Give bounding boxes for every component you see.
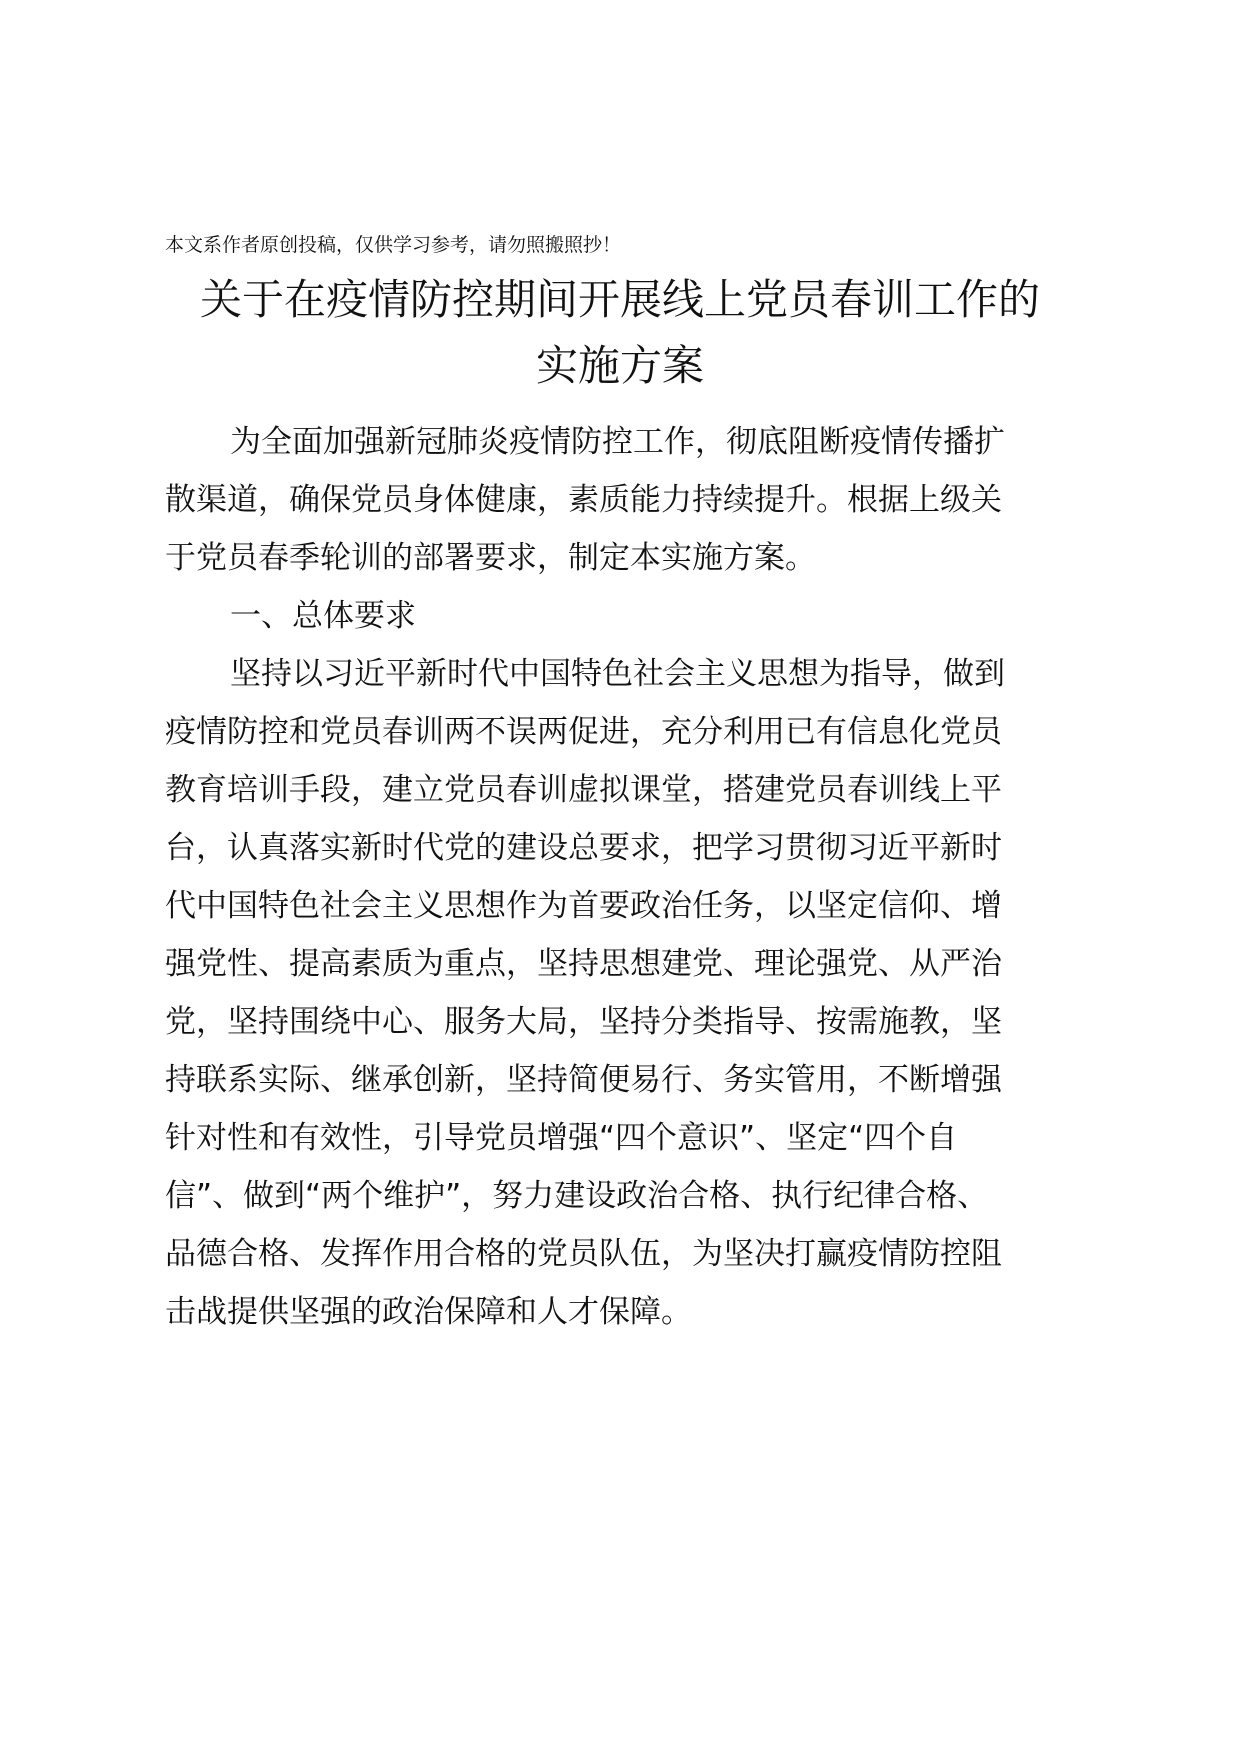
section-line-5: 代中国特色社会主义思想作为首要政治任务，以坚定信仰、增 bbox=[165, 888, 1002, 924]
section-line-9: 针对性和有效性，引导党员增强“四个意识”、坚定“四个自 bbox=[165, 1120, 958, 1156]
document-title-line-1: 关于在疫情防控期间开展线上党员春训工作的 bbox=[199, 275, 1040, 324]
section-line-12: 击战提供坚强的政治保障和人才保障。 bbox=[165, 1294, 692, 1330]
section-line-4: 台，认真落实新时代党的建设总要求，把学习贯彻习近平新时 bbox=[165, 830, 1002, 866]
intro-line-3: 于党员春季轮训的部署要求，制定本实施方案。 bbox=[165, 540, 816, 576]
section-heading: 一、总体要求 bbox=[230, 598, 416, 634]
section-line-11: 品德合格、发挥作用合格的党员队伍，为坚决打赢疫情防控阻 bbox=[165, 1236, 1002, 1272]
section-line-1: 坚持以习近平新时代中国特色社会主义思想为指导，做到 bbox=[230, 656, 1005, 692]
section-line-8: 持联系实际、继承创新，坚持简便易行、务实管用，不断增强 bbox=[165, 1062, 1002, 1098]
section-line-7: 党，坚持围绕中心、服务大局，坚持分类指导、按需施教，坚 bbox=[165, 1004, 1002, 1040]
document-title-line-2: 实施方案 bbox=[535, 341, 704, 390]
section-line-3: 教育培训手段，建立党员春训虚拟课堂，搭建党员春训线上平 bbox=[165, 772, 1002, 808]
copyright-notice: 本文系作者原创投稿，仅供学习参考，请勿照搬照抄！ bbox=[165, 234, 622, 256]
intro-line-2: 散渠道，确保党员身体健康，素质能力持续提升。根据上级关 bbox=[165, 482, 1002, 518]
intro-line-1: 为全面加强新冠肺炎疫情防控工作，彻底阻断疫情传播扩 bbox=[230, 424, 1005, 460]
section-line-10: 信”、做到“两个维护”，努力建设政治合格、执行纪律合格、 bbox=[165, 1178, 989, 1214]
section-line-6: 强党性、提高素质为重点，坚持思想建党、理论强党、从严治 bbox=[165, 946, 1002, 982]
section-line-2: 疫情防控和党员春训两不误两促进，充分利用已有信息化党员 bbox=[165, 714, 1002, 750]
